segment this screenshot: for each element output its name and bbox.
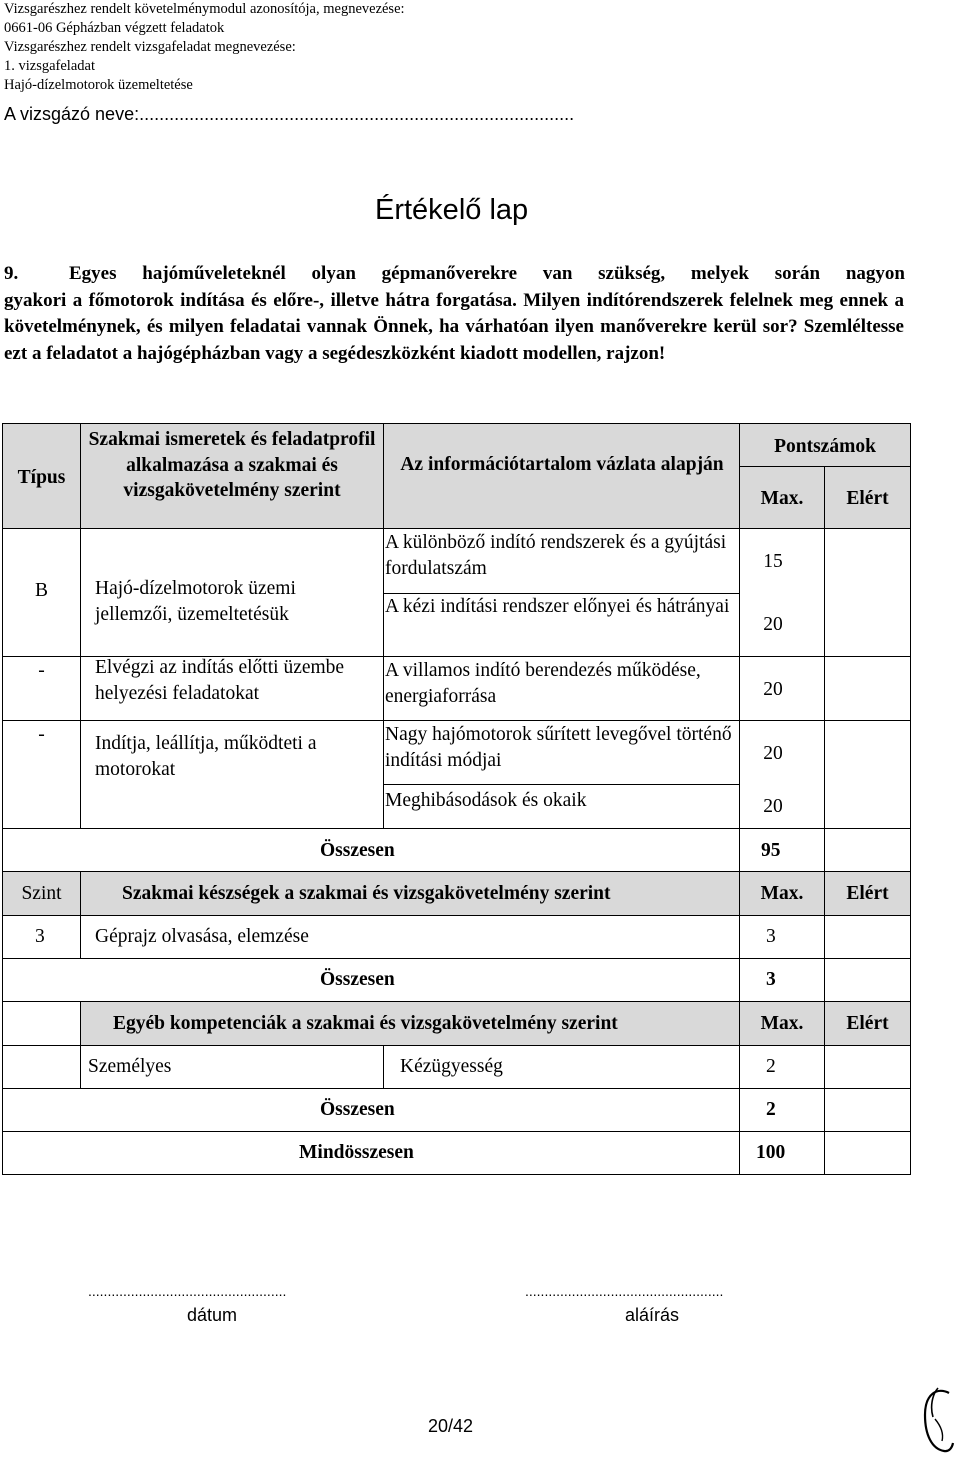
column-header-points: Pontszámok (774, 436, 876, 457)
total-label: Összesen (320, 969, 395, 990)
column-header-achieved: Elért (846, 488, 889, 509)
header-module-label: Vizsgarészhez rendelt követelménymodul azonosítója, megnevezése: (4, 1, 405, 17)
date-label: dátum (187, 1305, 238, 1325)
header-task-name: Hajó-dízelmotorok üzemeltetése (4, 77, 193, 93)
signature-dots: ................................................... (525, 1283, 724, 1299)
column-header-practical-skills: Szakmai készségek a szakmai és vizsgakövetelmény szerint (122, 883, 611, 904)
competency-item: Kézügyesség (400, 1056, 503, 1077)
info-item: Meghibásodások és okaik (385, 790, 587, 811)
info-item: A villamos indító berendezés működése, energiaforrása (385, 658, 737, 709)
task-first-line: Egyes hajóműveleteknél olyan gépmanőverekre van szükség, melyek során nagyon (69, 263, 905, 284)
task-text: gyakori a főmotorok indítása és előre-, illetve hátra forgatása. Milyen indítórendszerek felelnek meg ennek a követelménynek, és milyen feladatai vannak Önnek, ha várhatóan ilyen manőverekre kerül sor? Szemléltesse ezt a feladatot a hajógépházban vagy a segédeszközként kiadott modellen, rajzon! (4, 289, 904, 364)
task-number: 9. (4, 263, 19, 284)
signature-label: aláírás (625, 1305, 680, 1325)
max-points: 2 (766, 1056, 776, 1077)
page-title: Értékelő lap (375, 194, 529, 226)
column-header-achieved: Elért (846, 1013, 889, 1034)
info-item: A különböző indító rendszerek és a gyújtási fordulatszám (385, 530, 737, 581)
max-points: 20 (763, 743, 783, 764)
date-dots: ................................................... (88, 1283, 287, 1299)
max-points: 15 (763, 551, 783, 572)
column-header-type: Típus (17, 467, 66, 488)
page-number: 20/42 (428, 1416, 474, 1436)
type-dash: - (38, 724, 45, 745)
competency-category: Személyes (88, 1056, 172, 1077)
column-header-competencies: Egyéb kompetenciák a szakmai és vizsgakövetelmény szerint (113, 1013, 618, 1034)
header-task-label: Vizsgarészhez rendelt vizsgafeladat megnevezése: (4, 39, 296, 55)
type-dash: - (38, 660, 45, 681)
column-header-info: Az információtartalom vázlata alapján (400, 454, 724, 475)
total-points: 2 (766, 1099, 776, 1120)
total-label: Összesen (320, 1099, 395, 1120)
column-header-skills: Szakmai ismeretek és feladatprofil alkalmazása a szakmai és vizsgakövetelmény szerint (88, 429, 376, 501)
column-header-max: Max. (760, 1013, 804, 1034)
column-header-max: Max. (760, 488, 804, 509)
header-module-name: 0661-06 Gépházban végzett feladatok (4, 20, 225, 36)
max-points: 20 (763, 796, 783, 817)
publisher-logo-icon (918, 1385, 956, 1457)
skill-item: Indítja, leállítja, működteti a motorokat (95, 733, 317, 780)
candidate-name-line: A vizsgázó neve:....................................................................................... (4, 104, 575, 124)
skill-item: Elvégzi az indítás előtti üzembe helyezési feladatokat (95, 657, 345, 704)
info-item: Nagy hajómotorok sűrített levegővel történő indítási módjai (385, 724, 732, 771)
type-value: B (34, 580, 48, 601)
skill-level: 3 (35, 926, 45, 947)
max-points: 3 (766, 926, 776, 947)
header-task-number: 1. vizsgafeladat (4, 58, 95, 74)
total-label: Összesen (320, 840, 395, 861)
column-header-max: Max. (760, 883, 804, 904)
skill-item: Hajó-dízelmotorok üzemi jellemzői, üzemeltetésük (95, 578, 296, 625)
info-item: A kézi indítási rendszer előnyei és hátrányai (385, 596, 730, 617)
total-points: 3 (766, 969, 776, 990)
practical-skill-item: Géprajz olvasása, elemzése (95, 926, 309, 947)
max-points: 20 (763, 679, 783, 700)
total-points: 95 (761, 840, 781, 861)
column-header-achieved: Elért (846, 883, 889, 904)
column-header-level: Szint (21, 883, 62, 904)
grand-total-points: 100 (756, 1142, 786, 1163)
grand-total-label: Mindösszesen (299, 1142, 414, 1163)
max-points: 20 (763, 614, 783, 635)
